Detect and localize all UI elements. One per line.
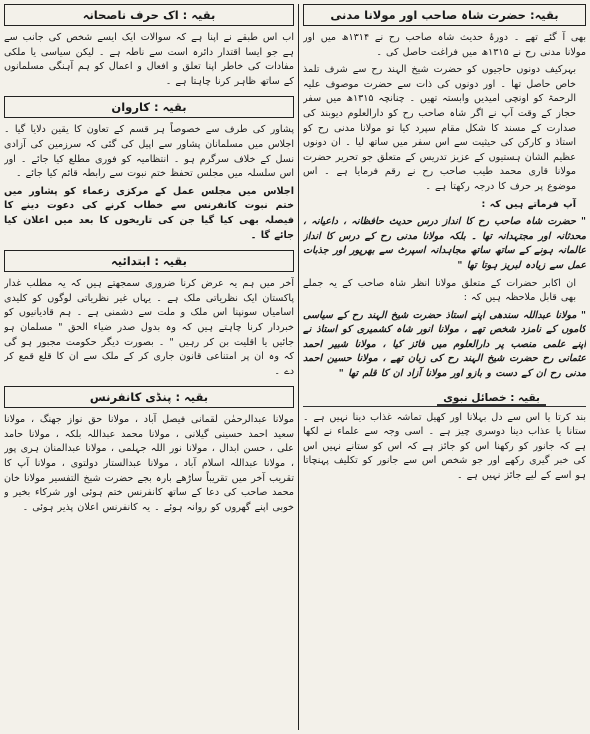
- section-header: بقیہ : پنڈی کانفرنس: [4, 386, 294, 408]
- paragraph: اجلاس میں مجلس عمل کے مرکزی زعماء کو پشاور میں ختم نبوت کانفرنس سے خطاب کرنے کی دعوت دینے کا فیصلہ بھی کیا گیا جن کی تاریخوں کا بعد میں اعلان کیا جائے گا ۔: [4, 185, 294, 241]
- column-divider: [298, 4, 299, 730]
- paragraph: بند کرتا یا اس سے دل بہلانا اور کھیل تماشہ غذاب دینا نہیں ہے ۔ ستانا یا عذاب دینا دوسری چیز ہے ۔ اسی وجہ سے علماء نے لکھا ہے کہ جانور کو رکھنا اس کو جائز ہے کہ اس کو ستانے نہیں اس کی خبر گیری رکھے اور جو شخص اس سے جانور کو تکلیف پہنچاتا ہو اسے کے لیے جائز نہیں ہے ۔: [303, 411, 586, 482]
- paragraph: آپ فرماتے ہیں کہ :: [481, 198, 576, 210]
- section-harf-nasihana: [4, 4, 294, 89]
- paragraph: بہرکیف دونوں حاجیوں کو حضرت شیخ الہند رح سے شرف تلمذ خاص حاصل تھا ۔ اور دونوں کی ذات سے حضرت موصوف علیہ الرحمۃ کو اونچی امیدیں وابستہ تھیں ۔ چنانچہ ۱۳۱۵ھ میں سفر حجاز کے وقت آپ نے اگر شاہ صاحب رح کو دارالعلوم دیوبند کی صدارت کے مسند کا شکل مقام سپرد کیا تو مولانا مدنی رح کو استاذ و کارکن کی حیثیت سے اس سفر میں ساتھ لیا ۔ ان دونوں عظیم الشان ہستیوں کے عزیز تدریس کے متعلق جو تحریر حضرت مولانا قاری محمد طیب صاحب رح نے رقم فرمایا ہے ۔ اس موضوع پر حرف کا درجہ رکھتا ہے ۔: [303, 64, 576, 192]
- quote-paragraph: " حضرت شاہ صاحب رح کا انداز درس حدیث حافظانہ ، داعیانہ ، محدثانہ اور مجتہدانہ تھا ۔ بلکہ مولانا مدنی رح کے درس کا انداز عالمانہ ہونے کے ساتھ ساتھ مجاہدانہ اسپرٹ سے بھرپور اور جذبات عمل سے زیادہ لبریز ہوتا تھا ": [303, 216, 586, 271]
- section-header-label: بقیہ : خصائل نبوی: [437, 392, 546, 406]
- section-header-shah-sahib-madani: بقیہ: حضرت شاہ صاحب اور مولانا مدنی: [303, 4, 586, 26]
- section-ibtidaiya: [4, 250, 294, 379]
- section-header: بقیہ : ابتدائیہ: [4, 250, 294, 272]
- quote-paragraph: " مولانا عبداللہ سندھی اپنے استاذ حضرت شیخ الہند رح کے سیاسی کاموں کے نامزد شخص تھے ، مولانا انور شاہ کشمیری کو استاذ نے اپنے علمی منصب پر دارالعلوم میں فائز کیا ، مولانا شبیر احمد عثمانی رح حضرت شیخ الہند رح کی زبان تھے ، مولانا حسین احمد مدنی رح ان کے دست و بازو اور مولانا آزاد ان کا قلم تھا ": [303, 309, 586, 380]
- section-header: بقیہ : اک حرف ناصحانہ: [4, 4, 294, 26]
- paragraph: آخر میں ہم یہ عرض کرنا ضروری سمجھتے ہیں کہ یہ مطلب غدار پاکستان ایک نظریاتی ملک ہے ۔ یہاں غیر نظریاتی لوگوں کو کلیدی اسامیاں سونپنا اس ملک و ملت سے دشمنی ہے ۔ ہم قادیانیوں کو خبردار کرنا چاہتے ہیں کہ وہ بدول صدر ضیاء الحق " مسلمان ہو جائیں یا اقلیت بن کر رہیں " ۔ بصورت دیگر حکومت مجبور ہو گی کہ وہ ان پر امتناعی قانون جاری کر کے ملک سے ان کا قلع قمع کر دے ۔: [4, 278, 294, 377]
- paragraph: ان اکابر حضرات کے متعلق مولانا انظر شاہ صاحب کے یہ جملے بھی قابل ملاحظہ ہیں کہ :: [303, 277, 576, 304]
- section-header-khasail-nabvi: [303, 390, 586, 407]
- paragraph: مولانا عبدالرحمٰن لقمانی فیصل آباد ، مولانا حق نواز جھنگ ، مولانا سعید احمد حسینی گیلانی ، مولانا محمد عبداللہ بلکہ ، مولانا حامد علی ، حسن ابدال ، مولانا نور اللہ جہلمی ، مولانا عبدالمنان ہری پور ، مولانا عبداللہ اسلام آباد ، مولانا عبدالستار دولتوی ، مولانا آپ کا تقریب آخر میں تقریباً ساڑھے بارہ بجے حضرت شیخ التفسیر مولانا خان محمد صاحب کی دعا کے ساتھ کانفرنس ختم ہوئی اور شرکاء بخیر و خوبی اپنے گھروں کو روانہ ہوئے ۔ یہ کانفرنس اعلان پذیر ہوئی ۔: [4, 414, 294, 513]
- right-column: [303, 4, 586, 730]
- paragraph: اب اس طبقے نے اپنا ہے کہ سوالات ایک ایسے شخص کی جانب سے ہے جو ایسا اقتدار دائرہ است سے ناطہ ہے ۔ لیکن سیاسی یا ملکی مفادات کی خاطر اپنا تعلق و افعال و اعمال کو ہم آہنگی مسلمانوں کے ساتھ ظاہر کرنا چاہتا ہے ۔: [4, 32, 294, 87]
- section-header: بقیہ : کاروان: [4, 96, 294, 118]
- paragraph: بھی آ گئے تھے ۔ دورۂ حدیث شاہ صاحب رح نے ۱۳۱۴ھ میں اور مولانا مدنی رح نے ۱۳۱۵ھ میں فراغت حاصل کی ۔: [303, 32, 586, 58]
- left-column: [4, 4, 294, 730]
- section-karwan: [4, 96, 294, 243]
- paragraph: پشاور کی طرف سے خصوصاً ہر قسم کے تعاون کا یقین دلایا گیا ۔ اجلاس میں مسلمانان پشاور سے اپیل کی گئی کہ سرزمین کی آزادی نسل کے خلاف سرگرم ہو ۔ انتظامیہ کو فوری مطلع کیا جائے ۔ اور اس سلسلہ میں مجلس تحفظ ختم نبوت سے رابطہ قائم کیا جائے ۔: [4, 124, 294, 180]
- section-pindi-conference: [4, 386, 294, 515]
